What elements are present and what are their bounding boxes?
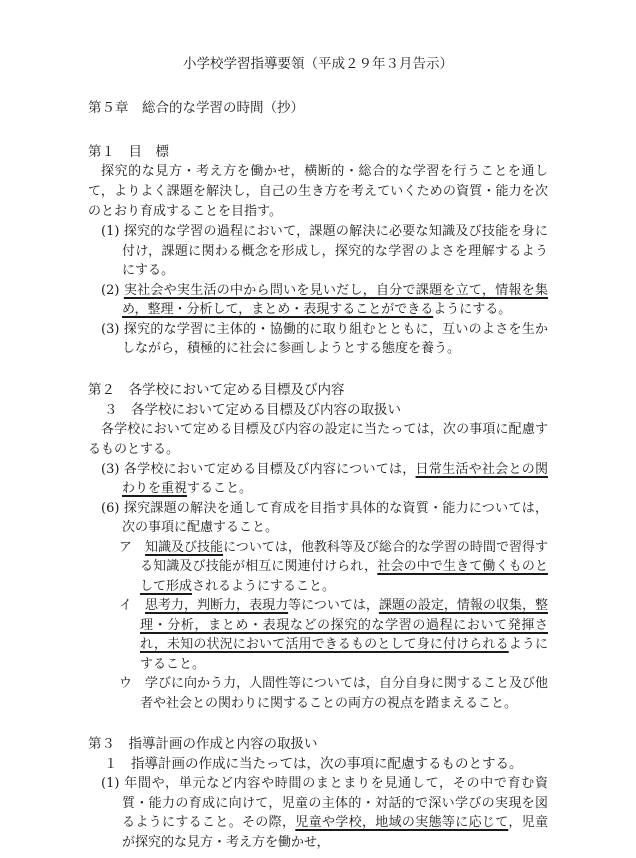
section-2-subitem-u: ウ 学びに向かう力，人間性等については，自分自身に関すること及び他者や社会との関わりに関することの両方の視点を踏まえること。 (119, 676, 548, 711)
section-1-heading: 第１ 目 標 (88, 144, 169, 160)
underlined-text: 思考力，判断力，表現力 (145, 598, 289, 613)
section-2-item-3 (88, 460, 548, 499)
section-1-item-2 (88, 281, 548, 320)
section-1-item-3: (3) 探究的な学習に主体的・協働的に取り組むとともに，互いのよさを生かしながら，積極的に社会に参画しようとする態度を養う。 (101, 321, 548, 356)
section-2-subitem-a (88, 538, 548, 597)
underlined-text: 実社会や実生活の中から問いを見いだし，自分で課題を立て，情報を集め，整理・分析して，まとめ・表現することができる (122, 282, 548, 317)
item-text: すること。 (187, 481, 253, 496)
spacer (88, 359, 548, 380)
item-text: ，児童が探究的な見方・考え方を働かせ， (122, 815, 548, 850)
section-2-item-6: (6) 探究課題の解決を通して育成を目指す具体的な資質・能力については，次の事項に配慮すること。 (101, 500, 548, 535)
item-text: ようにする。 (433, 302, 512, 317)
section-1-lead: 探究的な見方・考え方を働かせ，横断的・総合的な学習を行うことを通して，よりよく課題を解決し，自己の生き方を考えていくための資質・能力を次のとおり育成することを目指す。 (88, 164, 548, 219)
chapter-heading: 第５章 総合的な学習の時間（抄） (88, 100, 304, 116)
subitem-text: 等については， (288, 598, 379, 613)
section-3-subheading: １ 指導計画の作成に当たっては，次の事項に配慮するものとする。 (104, 756, 523, 772)
section-1-item-1: (1) 探究的な学習の過程において，課題の解決に必要な知識及び技能を身に付け，課題に関わる概念を形成し，探究的な学習のよさを理解するようにする。 (101, 224, 548, 278)
section-3-heading: 第３ 指導計画の作成と内容の取扱い (88, 736, 318, 752)
section-2-lead: 各学校において定める目標及び内容の設定に当たっては，次の事項に配慮するものとする。 (88, 421, 548, 457)
document-title: 小学校学習指導要領（平成２９年３月告示） (183, 56, 453, 72)
subitem-text: ようにすること。 (140, 637, 548, 672)
section-2-heading: 第２ 各学校において定める目標及び内容 (88, 381, 345, 398)
item-number: (2) (101, 282, 124, 298)
section-2-subheading: ３ 各学校において定める目標及び内容の取扱い (104, 401, 401, 418)
item-text: (1) 年間や，単元など内容や時間のまとまりを見通して，その中で育む資質・能力の育成に向けて，児童の主体的・対話的で深い学びの実現を図るようにすること。その際， (101, 776, 548, 830)
underlined-text: 日常生活や社会との関わりを重視 (122, 461, 548, 496)
subitem-label: ア (119, 539, 146, 555)
spacer (88, 713, 548, 734)
underlined-text: 知識及び技能 (145, 539, 224, 555)
underlined-text: 社会の中で生きて働くものとして形成 (140, 559, 548, 594)
subitem-text: については，他教科等及び総合的な学習の時間で習得する知識及び技能が相互に関連付けられ， (140, 539, 548, 574)
underlined-text: 児童や学校，地域の実態等に応じて (295, 815, 509, 830)
item-text: (3) 各学校において定める目標及び内容については， (101, 461, 416, 477)
section-2-subitem-i (88, 596, 548, 674)
subitem-text: されるようにすること。 (192, 578, 336, 594)
underlined-text: 課題の設定，情報の収集，整理・分析，まとめ・表現などの探究的な学習の過程において発揮され，未知の状況において活用できるものとして身に付けられる (140, 598, 548, 652)
subitem-label: イ (119, 598, 146, 613)
section-3-item-1 (88, 774, 548, 852)
